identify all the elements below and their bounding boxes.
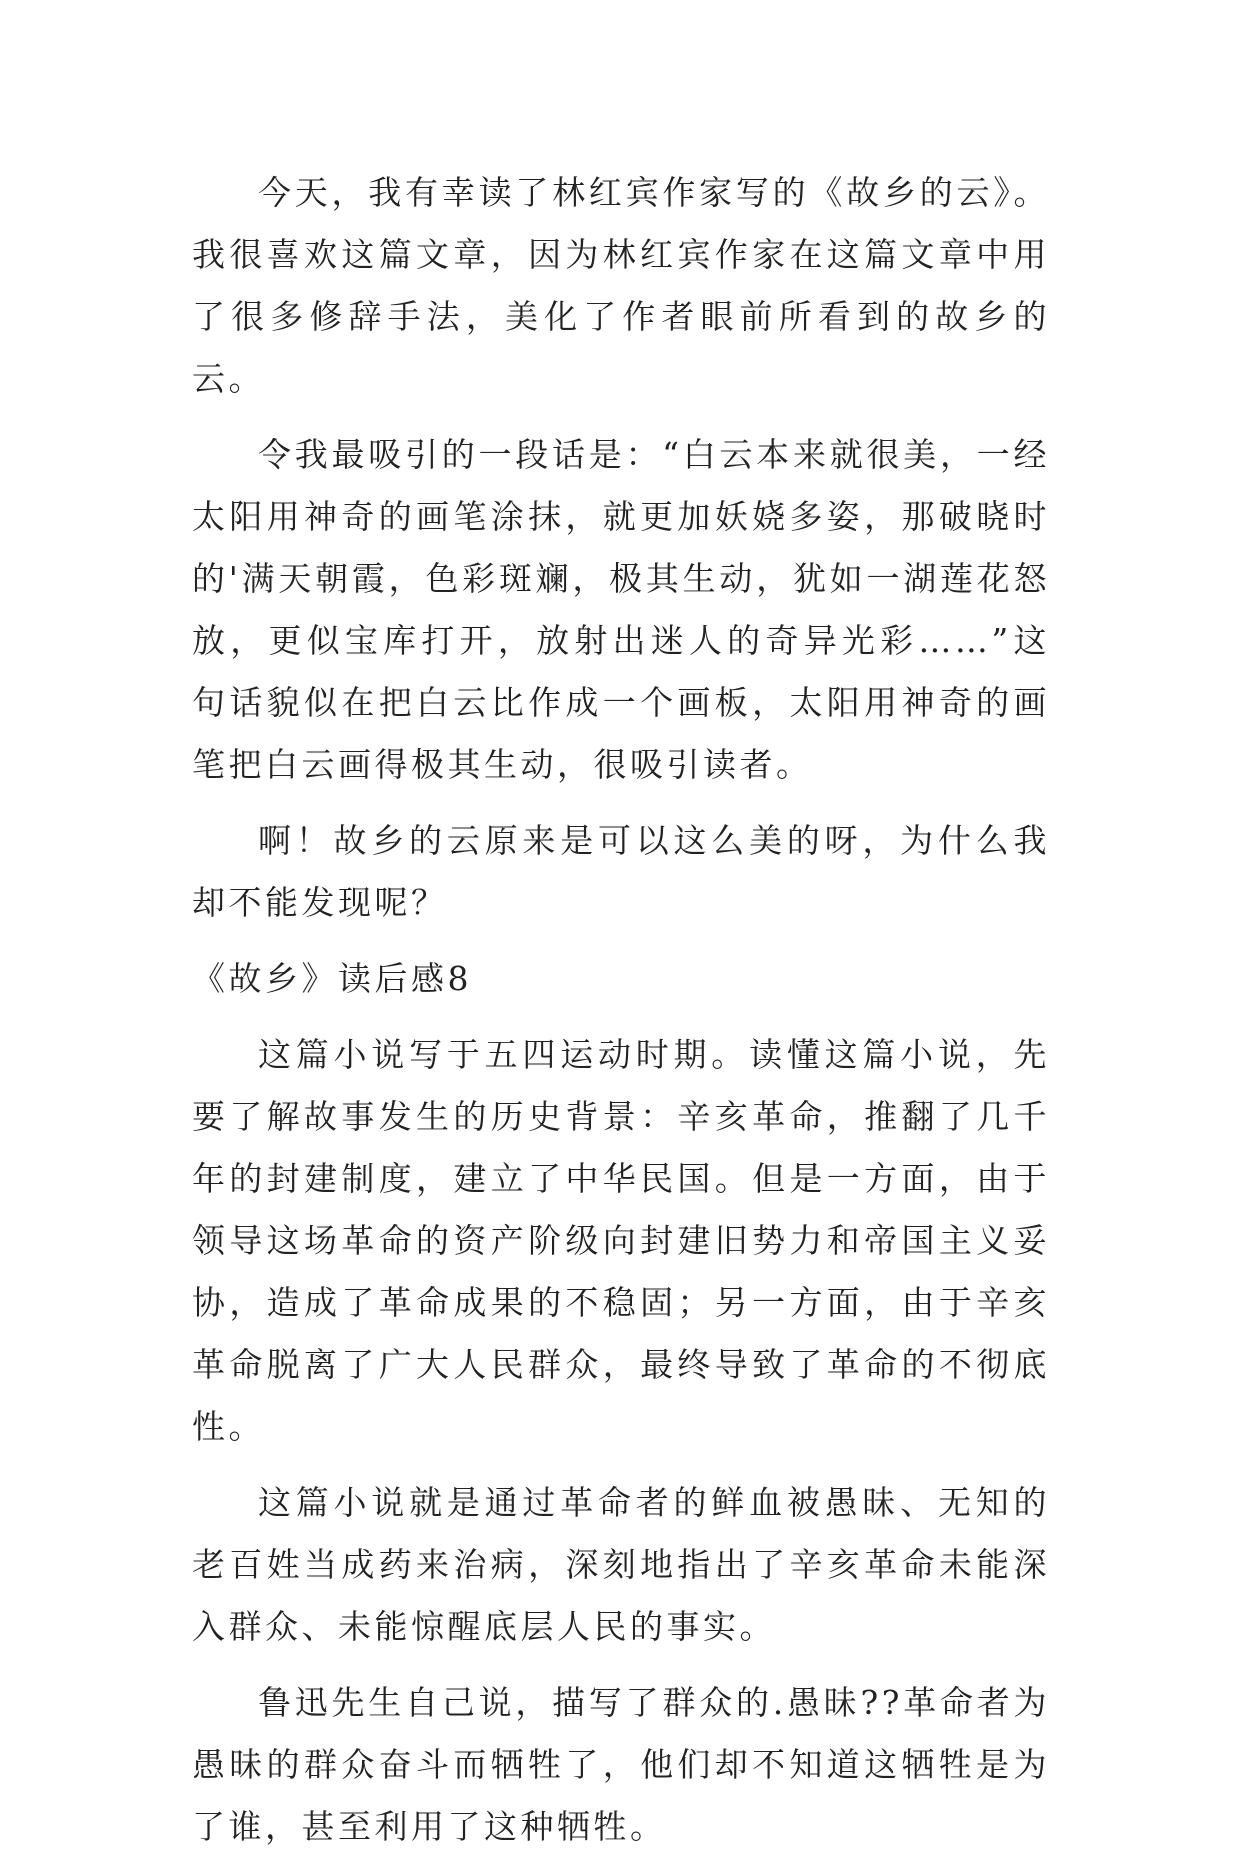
document-body (192, 162, 1050, 1872)
paragraph: 鲁迅先生自己说，描写了群众的.愚昧??革命者为愚昧的群众奋斗而牺牲了，他们却不知道这牺牲是为了谁，甚至利用了这种牺牲。 (192, 1683, 1050, 1846)
paragraph: 啊！故乡的云原来是可以这么美的呀，为什么我却不能发现呢？ (192, 821, 1050, 922)
paragraph: 这篇小说写于五四运动时期。读懂这篇小说，先要了解故事发生的历史背景：辛亥革命，推翻了几千年的封建制度，建立了中华民国。但是一方面，由于领导这场革命的资产阶级向封建旧势力和帝国主义妥协，造成了革命成果的不稳固；另一方面，由于辛亥革命脱离了广大人民群众，最终导致了革命的不彻底性。 (192, 1035, 1050, 1446)
paragraph: 今天，我有幸读了林红宾作家写的《故乡的云》。我很喜欢这篇文章，因为林红宾作家在这篇文章中用了很多修辞手法，美化了作者眼前所看到的故乡的云。 (192, 173, 1050, 398)
section-heading: 《故乡》读后感8 (192, 959, 472, 998)
paragraph: 这篇小说就是通过革命者的鲜血被愚昧、无知的老百姓当成药来治病，深刻地指出了辛亥革命未能深入群众、未能惊醒底层人民的事实。 (192, 1483, 1050, 1646)
paragraph: 令我最吸引的一段话是：“白云本来就很美，一经太阳用神奇的画笔涂抹，就更加妖娆多姿，那破晓时的'满天朝霞，色彩斑斓，极其生动，犹如一湖莲花怒放，更似宝库打开，放射出迷人的奇异光彩……”这句话貌似在把白云比作成一个画板，太阳用神奇的画笔把白云画得极其生动，很吸引读者。 (192, 435, 1050, 784)
